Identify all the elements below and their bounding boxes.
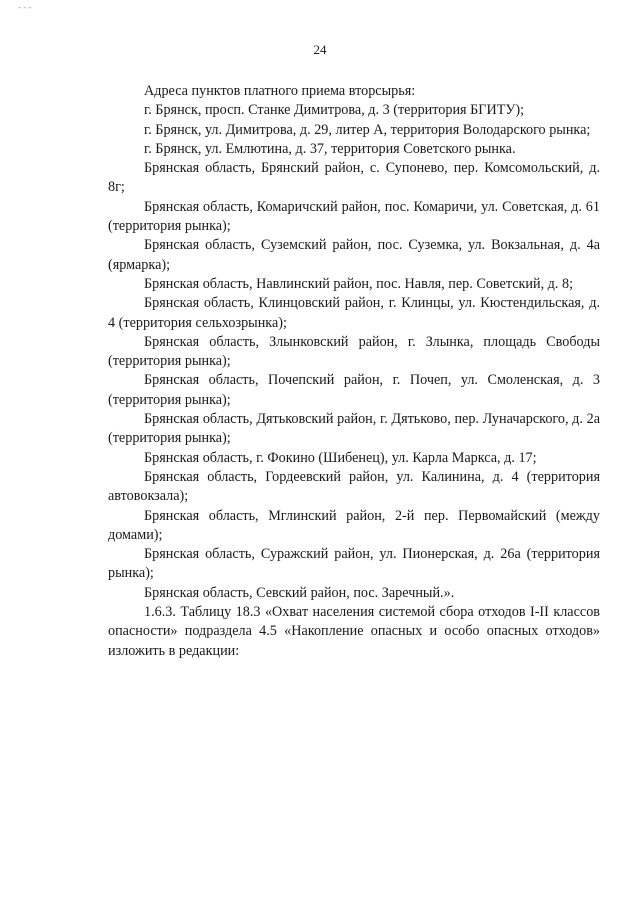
- scan-mark-top-left: - - -: [18, 2, 32, 12]
- paragraph: г. Брянск, ул. Димитрова, д. 29, литер А, территория Володарского рынка;: [144, 121, 591, 138]
- paragraph: Брянская область, Суражский район, ул. Пионерская, д. 26а (территория рынка);: [108, 546, 600, 582]
- paragraph: 1.6.3. Таблицу 18.3 «Охват населения системой сбора отходов I-II классов опасности» подраздела 4.5 «Накопление опасных и особо опасных отходов» изложить в редакции:: [108, 604, 600, 659]
- paragraph: Адреса пунктов платного приема вторсырья:: [144, 83, 416, 99]
- paragraph: Брянская область, г. Фокино (Шибенец), ул. Карла Маркса, д. 17;: [144, 449, 537, 466]
- paragraph: Брянская область, Почепский район, г. Почеп, ул. Смоленская, д. 3 (территория рынка);: [108, 372, 600, 408]
- paragraph: Брянская область, Дятьковский район, г. Дятьково, пер. Луначарского, д. 2а (территория рынка);: [108, 411, 600, 447]
- paragraph: г. Брянск, просп. Станке Димитрова, д. 3 (территория БГИТУ);: [144, 102, 525, 119]
- paragraph: Брянская область, Брянский район, с. Супонево, пер. Комсомольский, д. 8г;: [108, 160, 600, 196]
- paragraph: Брянская область, Злынковский район, г. Злынка, площадь Свободы (территория рынка);: [108, 333, 600, 370]
- paragraph: г. Брянск, ул. Емлютина, д. 37, территория Советского рынка.: [144, 140, 516, 157]
- paragraph: Брянская область, Суземский район, пос. Суземка, ул. Вокзальная, д. 4а (ярмарка);: [108, 237, 600, 273]
- document-body: [108, 82, 600, 661]
- paragraph: Брянская область, Мглинский район, 2-й пер. Первомайский (между домами);: [108, 507, 600, 543]
- paragraph: Брянская область, Севский район, пос. Заречный.».: [144, 584, 455, 601]
- page-number: 24: [313, 42, 327, 57]
- paragraph: Брянская область, Комаричский район, пос. Комаричи, ул. Советская, д. 61 (территория рынка);: [108, 198, 600, 235]
- paragraph: Брянская область, Клинцовский район, г. Клинцы, ул. Кюстендильская, д. 4 (территория сельхозрынка);: [108, 295, 600, 331]
- paragraph: Брянская область, Навлинский район, пос. Навля, пер. Советский, д. 8;: [144, 275, 574, 292]
- paragraph: Брянская область, Гордеевский район, ул. Калинина, д. 4 (территория автовокзала);: [108, 468, 600, 505]
